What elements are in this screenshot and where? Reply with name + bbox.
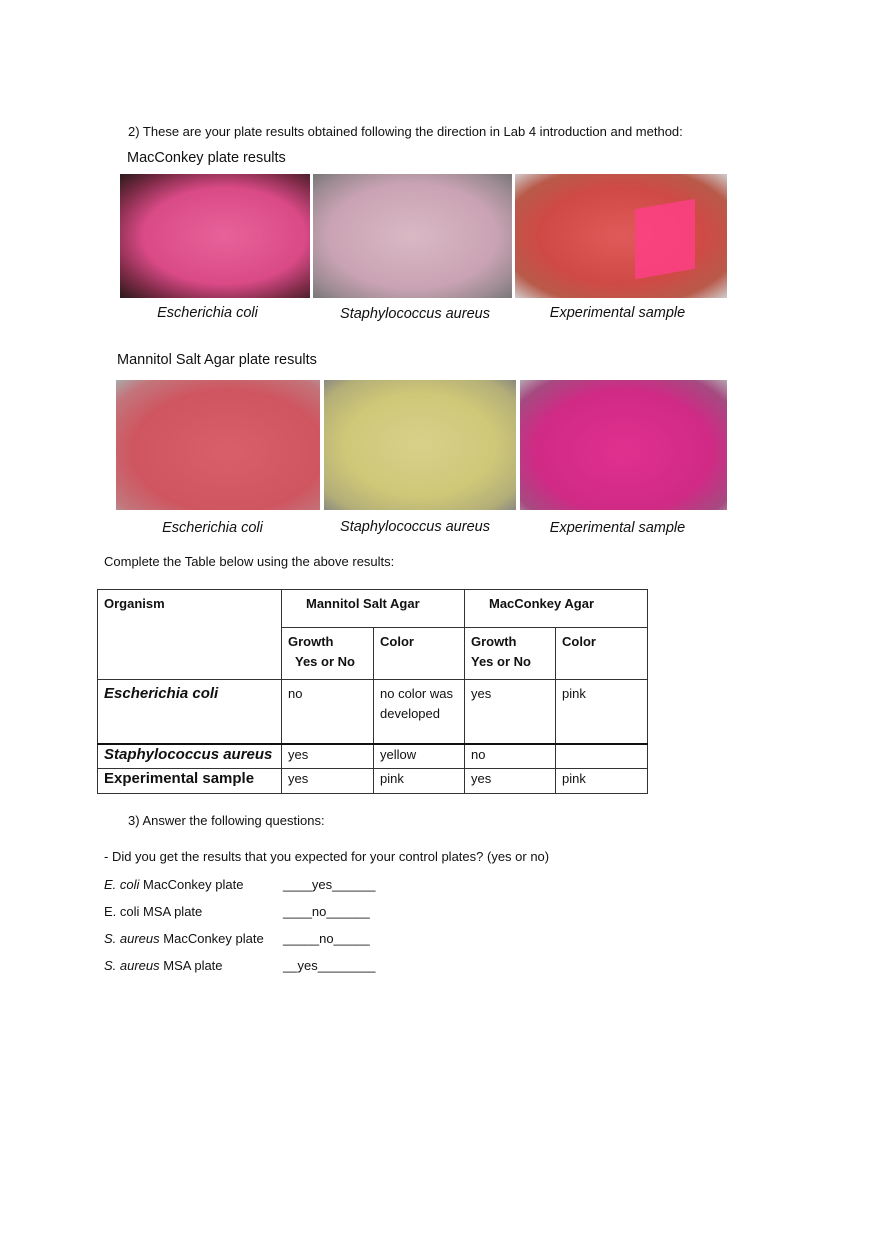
msa-growth-cell: yes (282, 744, 374, 769)
header-mac-color: Color (556, 628, 648, 680)
results-table (97, 589, 648, 794)
label-italic: S. aureus (104, 958, 160, 973)
plate-image-msa-experimental (520, 380, 727, 510)
table-row (98, 744, 648, 769)
msa-growth-cell: no (282, 680, 374, 744)
section-3-heading: 3) Answer the following questions: (128, 813, 325, 828)
table-instruction: Complete the Table below using the above results: (104, 554, 395, 569)
mac-color-cell: pink (556, 680, 648, 744)
header-msa: Mannitol Salt Agar (282, 590, 465, 628)
label-rest: MacConkey plate (159, 931, 264, 946)
header-organism: Organism (98, 590, 282, 680)
header-msa-color: Color (374, 628, 465, 680)
section-2-intro: 2) These are your plate results obtained following the direction in Lab 4 introduction and method: (128, 124, 683, 139)
answer-field: __yes________ (283, 958, 376, 973)
answer-field: _____no_____ (283, 931, 370, 946)
answer-label (104, 958, 223, 973)
caption-msa-saureus: Staphylococcus aureus (340, 519, 490, 535)
answer-field: ____yes______ (283, 877, 376, 892)
plate-image-macconkey-ecoli (120, 174, 310, 298)
caption-macconkey-saureus: Staphylococcus aureus (340, 306, 490, 322)
msa-color-cell: no color was developed (374, 680, 465, 744)
answer-label (104, 931, 264, 946)
label-rest: MacConkey plate (139, 877, 244, 892)
plate-image-macconkey-experimental (515, 174, 727, 298)
table-row (98, 769, 648, 794)
msa-color-cell: yellow (374, 744, 465, 769)
label-rest: E. coli MSA plate (104, 904, 203, 919)
organism-cell: Staphylococcus aureus (98, 744, 282, 769)
macconkey-heading: MacConkey plate results (127, 150, 286, 166)
growth-label: Growth (471, 634, 517, 649)
mac-color-cell (556, 744, 648, 769)
table-row (98, 680, 648, 744)
yes-or-no-label: Yes or No (471, 654, 531, 669)
mac-growth-cell: yes (465, 680, 556, 744)
plate-image-macconkey-saureus (313, 174, 512, 298)
caption-macconkey-ecoli: Escherichia coli (157, 305, 258, 321)
organism-cell: Experimental sample (98, 769, 282, 794)
msa-growth-cell: yes (282, 769, 374, 794)
mac-growth-cell: no (465, 744, 556, 769)
caption-macconkey-experimental: Experimental sample (549, 305, 686, 321)
plate-image-msa-ecoli (116, 380, 320, 510)
control-plates-question: - Did you get the results that you expected for your control plates? (yes or no) (104, 849, 550, 864)
organism-cell: Escherichia coli (98, 680, 282, 744)
label-rest: MSA plate (159, 958, 223, 973)
msa-color-cell: pink (374, 769, 465, 794)
header-msa-growth (282, 628, 374, 680)
answer-label (104, 904, 202, 919)
mac-growth-cell: yes (465, 769, 556, 794)
label-italic: S. aureus (104, 931, 160, 946)
msa-heading: Mannitol Salt Agar plate results (117, 352, 317, 368)
caption-msa-ecoli: Escherichia coli (162, 520, 263, 536)
label-italic: E. coli (104, 877, 140, 892)
answer-label (104, 877, 243, 892)
yes-or-no-label: Yes or No (295, 654, 355, 669)
growth-label: Growth (288, 634, 334, 649)
mac-color-cell: pink (556, 769, 648, 794)
header-mac-growth (465, 628, 556, 680)
plate-image-msa-saureus (324, 380, 516, 510)
header-macconkey: MacConkey Agar (465, 590, 648, 628)
caption-msa-experimental: Experimental sample (549, 520, 686, 536)
answer-field: ____no______ (283, 904, 370, 919)
